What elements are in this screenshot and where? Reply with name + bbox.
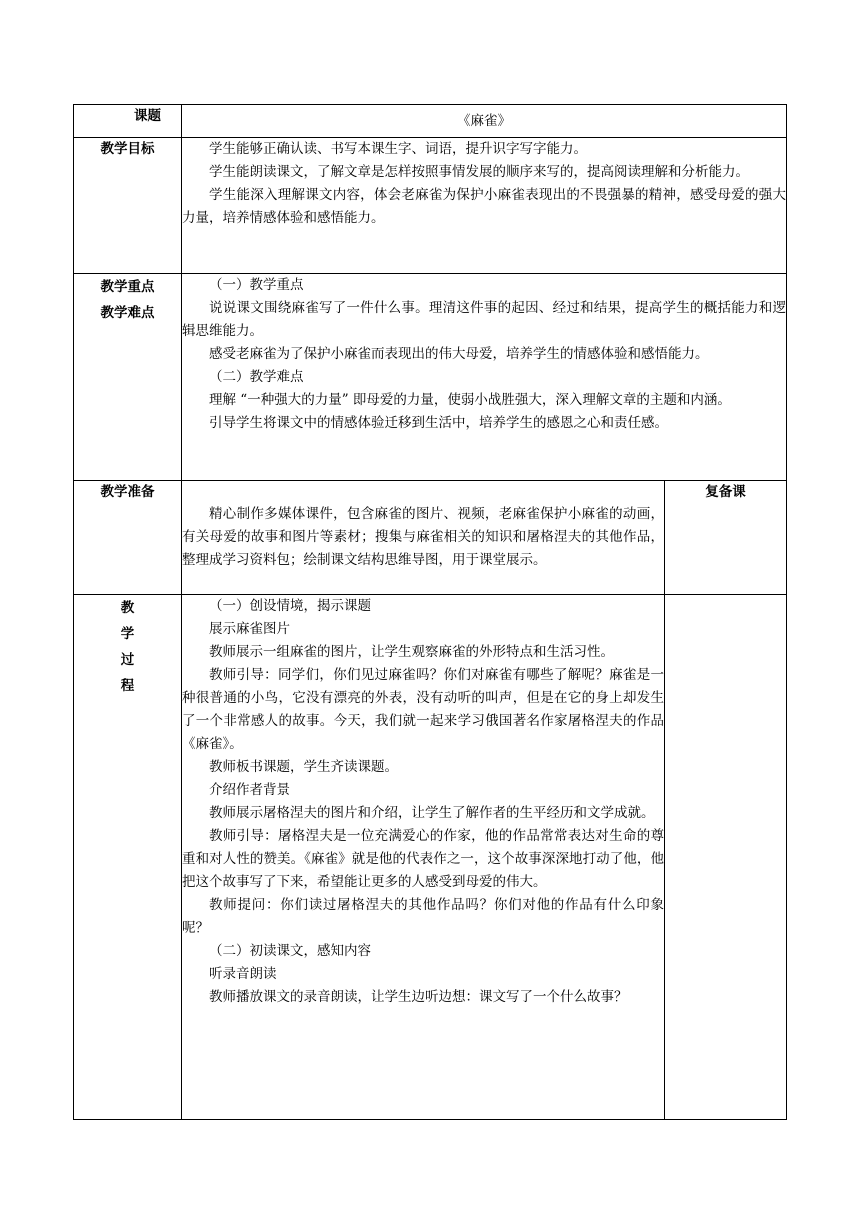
key-points-row — [74, 274, 787, 481]
preparation-content — [182, 481, 665, 595]
process-item: （二）初读课文，感知内容 — [209, 943, 371, 959]
goals-label: 教学目标 — [74, 138, 182, 274]
goal-item: 学生能深入理解课文内容，体会老麻雀为保护小麻雀表现出的不畏强暴的精神，感受母爱的强大力量，培养情感体验和感悟能力。 — [182, 187, 786, 226]
process-item: 教师展示一组麻雀的图片，让学生观察麻雀的外形特点和生活习性。 — [209, 644, 614, 660]
preparation-label: 教学准备 — [74, 481, 182, 595]
process-item: 教师展示屠格涅夫的图片和介绍，让学生了解作者的生平经历和文学成就。 — [209, 805, 655, 821]
key-point-item: （二）教学难点 — [209, 369, 304, 385]
goal-item: 学生能朗读课文，了解文章是怎样按照事情发展的顺序来写的，提高阅读理解和分析能力。 — [209, 164, 749, 180]
key-point-item: 理解 “一种强大的力量” 即母爱的力量，使弱小战胜强大，深入理解文章的主题和内涵。 — [209, 392, 731, 408]
process-label-char: 教 — [120, 600, 135, 616]
process-item: 介绍作者背景 — [209, 782, 290, 798]
lesson-plan-table — [73, 104, 787, 1120]
key-point-item: 引导学生将课文中的情感体验迁移到生活中，培养学生的感恩之心和责任感。 — [209, 415, 668, 431]
preparation-text: 精心制作多媒体课件，包含麻雀的图片、视频，老麻雀保护小麻雀的动画，有关母爱的故事和图片等素材；搜集与麻雀相关的知识和屠格涅夫的其他作品，整理成学习资料包；绘制课文结构思维导图，用于课堂展示。 — [182, 506, 664, 568]
goals-content — [182, 138, 787, 274]
process-item: 教师引导：同学们，你们见过麻雀吗？你们对麻雀有哪些了解呢？麻雀是一种很普通的小鸟，它没有漂亮的外表，没有动听的叫声，但是在它的身上却发生了一个非常感人的故事。今天，我们就一起来学习俄国著名作家屠格涅夫的作品《麻雀》。 — [182, 667, 664, 752]
key-label: 教学重点 — [100, 279, 155, 295]
process-row — [74, 595, 787, 1120]
key-point-item: 感受老麻雀为了保护小麻雀而表现出的伟大母爱，培养学生的情感体验和感悟能力。 — [209, 346, 709, 362]
title-row — [74, 105, 787, 138]
title-label: 课题 — [74, 105, 182, 138]
process-label-char: 过 — [120, 652, 135, 668]
process-label-char: 程 — [120, 678, 135, 694]
review-label: 复备课 — [665, 481, 787, 595]
key-point-item: 说说课文围绕麻雀写了一件什么事。理清这件事的起因、经过和结果，提高学生的概括能力和逻辑思维能力。 — [182, 300, 786, 339]
process-item: 教师引导：屠格涅夫是一位充满爱心的作家，他的作品常常表达对生命的尊重和对人性的赞美。《麻雀》就是他的代表作之一，这个故事深深地打动了他，他把这个故事写了下来，希望能让更多的人感受到母爱的伟大。 — [182, 828, 664, 890]
key-points-label — [74, 274, 182, 481]
process-item: 听录音朗读 — [209, 966, 277, 982]
difficulty-label: 教学难点 — [100, 305, 155, 321]
goals-row — [74, 138, 787, 274]
process-item: （一）创设情境，揭示课题 — [209, 598, 371, 614]
review-empty-cell — [665, 595, 787, 1120]
process-content — [182, 595, 665, 1120]
title-value: 《麻雀》 — [182, 105, 787, 138]
goal-item: 学生能够正确认读、书写本课生字、词语，提升识字写字能力。 — [209, 141, 587, 157]
process-label — [74, 595, 182, 1120]
process-label-char: 学 — [120, 626, 135, 642]
process-item: 教师播放课文的录音朗读，让学生边听边想：课文写了一个什么故事？ — [209, 989, 628, 1005]
process-item: 教师提问：你们读过屠格涅夫的其他作品吗？你们对他的作品有什么印象呢？ — [182, 897, 664, 936]
key-point-item: （一）教学重点 — [209, 277, 304, 293]
process-item: 展示麻雀图片 — [209, 621, 290, 637]
preparation-row — [74, 481, 787, 595]
key-points-content — [182, 274, 787, 481]
process-item: 教师板书课题，学生齐读课题。 — [209, 759, 398, 775]
